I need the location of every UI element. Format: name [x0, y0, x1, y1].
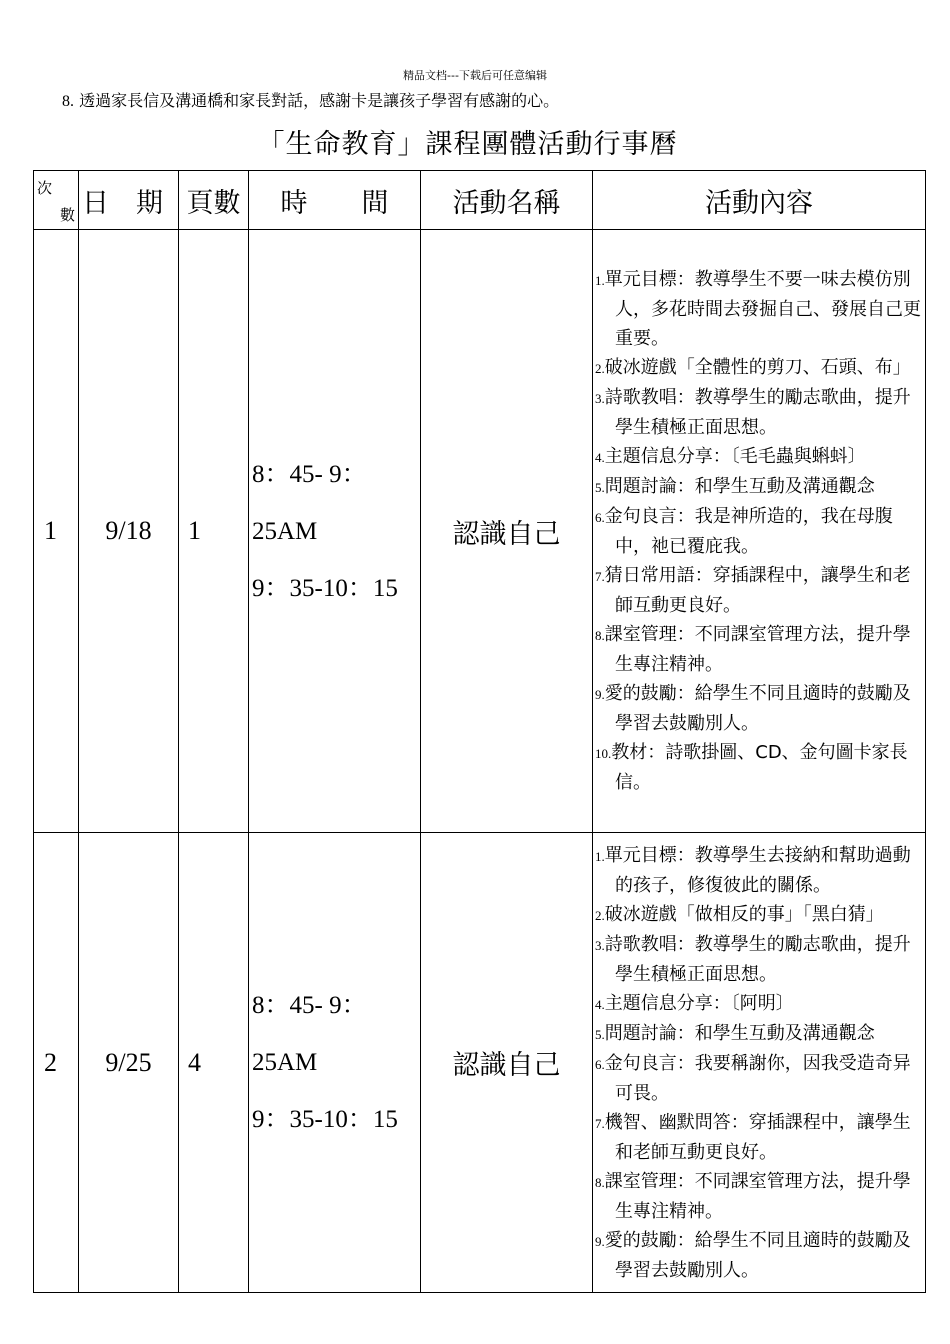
item-number: 6. — [595, 1056, 605, 1072]
item-number: 4. — [595, 996, 605, 1012]
header-pages: 頁數 — [179, 171, 249, 230]
activity-content — [593, 833, 926, 1293]
list-item — [595, 502, 923, 561]
header-activity-content: 活動內容 — [593, 171, 926, 230]
item-text: 愛的鼓勵：給學生不同且適時的鼓勵及學習去鼓勵別人。 — [604, 1229, 911, 1281]
intro-text: 透過家長信及溝通橋和家長對話，感謝卡是讓孩子學習有感謝的心。 — [79, 91, 560, 110]
item-number: 1. — [595, 848, 605, 864]
item-text: 詩歌教唱：教導學生的勵志歌曲，提升學生積極正面思想。 — [604, 387, 911, 438]
item-text: 機智、幽默問答：穿插課程中，讓學生和老師互動更良好。 — [604, 1111, 911, 1163]
item-text: 破冰遊戲「全體性的剪刀、石頭、布」 — [604, 357, 911, 378]
time-line: 9：35-10：15 — [252, 1106, 398, 1133]
list-item — [595, 353, 923, 383]
session-date: 9/18 — [79, 230, 179, 833]
list-item — [595, 620, 923, 679]
list-item — [595, 1167, 923, 1226]
item-text: 金句良言：我要稱謝你，因我受造奇异可畏。 — [604, 1052, 911, 1104]
item-number: 9. — [595, 1233, 605, 1249]
schedule-table — [33, 170, 926, 1293]
content-list — [593, 841, 925, 1285]
item-text: 單元目標：教導學生不要一味去模仿別人，多花時間去發掘自己、發展自己更重要。 — [604, 269, 921, 349]
header-time: 時 間 — [249, 171, 421, 230]
list-item — [595, 738, 923, 797]
header-activity-name: 活動名稱 — [421, 171, 593, 230]
item-text: 主題信息分享：〔毛毛蟲與蝌蚪〕 — [604, 446, 866, 467]
header-date: 日 期 — [79, 171, 179, 230]
document-title: 「生命教育」課程團體活動行事曆 — [257, 129, 678, 160]
item-text: 問題討論：和學生互動及溝通觀念 — [604, 1022, 875, 1044]
item-number: 7. — [595, 569, 605, 584]
session-number: 2 — [34, 833, 79, 1293]
item-text: 詩歌教唱：教導學生的勵志歌曲，提升學生積極正面思想。 — [604, 933, 911, 985]
list-item — [595, 1108, 923, 1167]
item-text: 金句良言：我是神所造的，我在母腹中，祂已覆庇我。 — [604, 506, 893, 557]
item-number: 5. — [595, 1026, 605, 1042]
item-number: 4. — [595, 450, 605, 465]
item-number: 2. — [595, 361, 605, 376]
intro-number: 8. — [62, 93, 74, 110]
content-list — [593, 265, 925, 797]
list-item — [595, 383, 923, 442]
item-number: 8. — [595, 1174, 605, 1190]
activity-name: 認識自己 — [421, 230, 593, 833]
list-item — [595, 841, 923, 900]
list-item — [595, 1019, 923, 1049]
item-number: 2. — [595, 907, 605, 923]
time-line: 8：45- 9： — [252, 992, 367, 1019]
item-number: 1. — [595, 273, 605, 288]
session-date: 9/25 — [79, 833, 179, 1293]
item-text: 單元目標：教導學生去接納和幫助過動的孩子，修復彼此的關係。 — [604, 844, 911, 896]
list-item — [595, 679, 923, 738]
item-number: 3. — [595, 937, 605, 953]
header-session-no — [34, 171, 79, 230]
session-pages: 1 — [179, 230, 249, 833]
table-row — [34, 833, 926, 1293]
header-session-no-top: 次 — [37, 179, 53, 197]
item-number: 6. — [595, 510, 605, 525]
item-number: 10. — [595, 746, 612, 761]
header-session-no-bottom: 數 — [59, 206, 75, 224]
list-item — [595, 930, 923, 989]
activity-name: 認識自己 — [421, 833, 593, 1293]
item-text: 主題信息分享：〔阿明〕 — [604, 992, 794, 1014]
item-text: 教材：詩歌掛圖、CD、金句圖卡家長信。 — [611, 742, 908, 793]
time-line: 9：35-10：15 — [252, 574, 398, 602]
time-line: 25AM — [252, 1049, 318, 1076]
table-row — [34, 230, 926, 833]
time-line: 8：45- 9： — [252, 460, 367, 488]
activity-content — [593, 230, 926, 833]
item-text: 破冰遊戲「做相反的事」「黑白猜」 — [604, 903, 884, 925]
item-number: 9. — [595, 687, 605, 702]
item-text: 問題討論：和學生互動及溝通觀念 — [604, 476, 875, 497]
intro-line — [62, 88, 559, 111]
item-number: 3. — [595, 391, 605, 406]
session-number: 1 — [34, 230, 79, 833]
session-time — [249, 833, 421, 1293]
list-item — [595, 1226, 923, 1285]
table-header-row — [34, 171, 926, 230]
item-number: 8. — [595, 628, 605, 643]
session-time — [249, 230, 421, 833]
session-pages: 4 — [179, 833, 249, 1293]
header-note: 精品文档---下载后可任意编辑 — [403, 69, 547, 82]
item-text: 愛的鼓勵：給學生不同且適時的鼓勵及學習去鼓勵別人。 — [604, 683, 911, 734]
item-text: 猜日常用語：穿插課程中，讓學生和老師互動更良好。 — [604, 565, 911, 616]
list-item — [595, 442, 923, 472]
time-line: 25AM — [252, 517, 318, 545]
item-text: 課室管理：不同課室管理方法，提升學生專注精神。 — [604, 624, 911, 675]
item-number: 5. — [595, 480, 605, 495]
list-item — [595, 989, 923, 1019]
list-item — [595, 561, 923, 620]
list-item — [595, 1049, 923, 1108]
list-item — [595, 472, 923, 502]
list-item — [595, 900, 923, 930]
list-item — [595, 265, 923, 353]
item-number: 7. — [595, 1115, 605, 1131]
item-text: 課室管理：不同課室管理方法，提升學生專注精神。 — [604, 1170, 911, 1222]
